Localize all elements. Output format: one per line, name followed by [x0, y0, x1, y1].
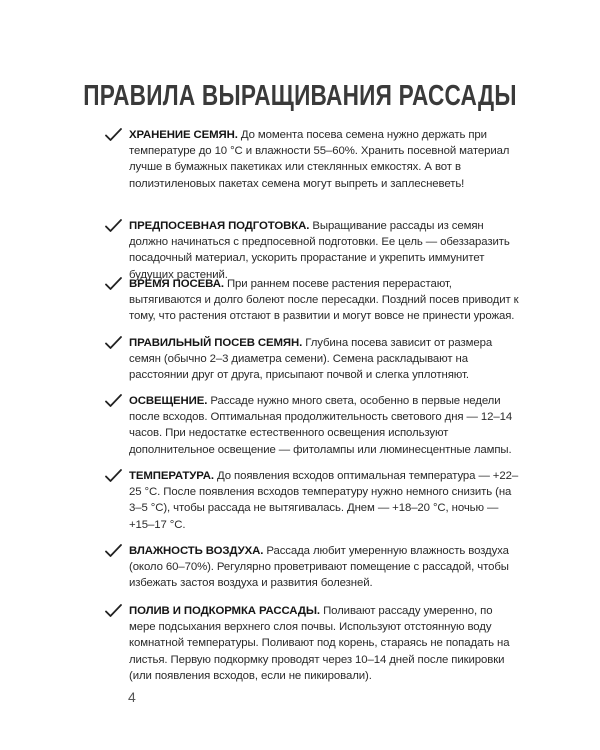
rule-body: Глубина посева зависит от размера семян (обычно 2–3 диаметра семени). Семена раскладывают на расстоянии друг от друга, присыпают почвой и слегка уплотняют. — [129, 337, 493, 382]
rule-body: Поливают рассаду умеренно, по мере подсыхания верхнего слоя почвы. Используют отстоянную воду комнатной температуры. Поливают под корень, стараясь не попадать на листья. Первую подкормку проводят через 10–14 дней после пикировки (или появления всходов, если не пикировали). — [129, 605, 510, 682]
rule-body: Рассаде нужно много света, особенно в первые недели после всходов. Оптимальная продолжительность светового дня — 12–14 часов. При недостатке естественного освещения используют дополнительное освещение — фитолампы или люминесцентные лампы. — [129, 395, 513, 456]
rule-body: Выращивание рассады из семян должно начинаться с предпосевной подготовки. Ее цель — обеззаразить посадочный материал, ускорить прорастание и укрепить иммунитет будущих растений. — [129, 220, 510, 281]
rule-body: До момента посева семена нужно держать при температуре до 10 °С и влажности 55–60%. Хранить посевной материал лучше в бумажных пакетиках или стеклянных емкостях. А вот в полиэтиленовых пакетах семена могут выпреть и заплесневеть! — [129, 129, 510, 190]
rule-text — [129, 276, 519, 325]
rule-heading: ВРЕМЯ ПОСЕВА. — [129, 278, 224, 290]
rule-text — [129, 603, 519, 684]
checkmark-icon — [105, 394, 122, 407]
rule-text — [129, 127, 519, 192]
rule-text — [129, 543, 519, 592]
page-number: 4 — [128, 689, 136, 705]
checkmark-icon — [105, 128, 122, 141]
checkmark-icon — [105, 544, 122, 557]
checkmark-icon — [105, 277, 122, 290]
checkmark-icon — [105, 604, 122, 617]
rule-text — [129, 335, 519, 384]
rule-heading: ПРЕДПОСЕВНАЯ ПОДГОТОВКА. — [129, 220, 310, 232]
rule-body: При раннем посеве растения перерастают, вытягиваются и долго болеют после пересадки. Поздний посев приводит к тому, что растения отстают в развитии и могут вовсе не принести урожая. — [129, 278, 519, 323]
rule-heading: ПРАВИЛЬНЫЙ ПОСЕВ СЕМЯН. — [129, 337, 303, 349]
rule-heading: ХРАНЕНИЕ СЕМЯН. — [129, 129, 238, 141]
rule-text — [129, 468, 519, 533]
rule-heading: ОСВЕЩЕНИЕ. — [129, 395, 208, 407]
checkmark-icon — [105, 219, 122, 232]
rule-heading: ПОЛИВ И ПОДКОРМКА РАССАДЫ. — [129, 605, 320, 617]
rule-text — [129, 218, 519, 283]
rule-heading: ТЕМПЕРАТУРА. — [129, 470, 214, 482]
rule-body: До появления всходов оптимальная температура — +22–25 °С. После появления всходов температуру нужно немного снизить (на 3–5 °С), чтобы рассада не вытягивалась. Днем — +18–20 °С, ночью — +15–17 °С. — [129, 470, 519, 531]
rule-heading: ВЛАЖНОСТЬ ВОЗДУХА. — [129, 545, 264, 557]
page-title: ПРАВИЛА ВЫРАЩИВАНИЯ РАССАДЫ — [83, 80, 517, 113]
rule-text — [129, 393, 519, 458]
checkmark-icon — [105, 336, 122, 349]
checkmark-icon — [105, 469, 122, 482]
rule-body: Рассада любит умеренную влажность воздуха (около 60–70%). Регулярно проветривают помещение с рассадой, чтобы избежать застоя воздуха и развития болезней. — [129, 545, 509, 590]
